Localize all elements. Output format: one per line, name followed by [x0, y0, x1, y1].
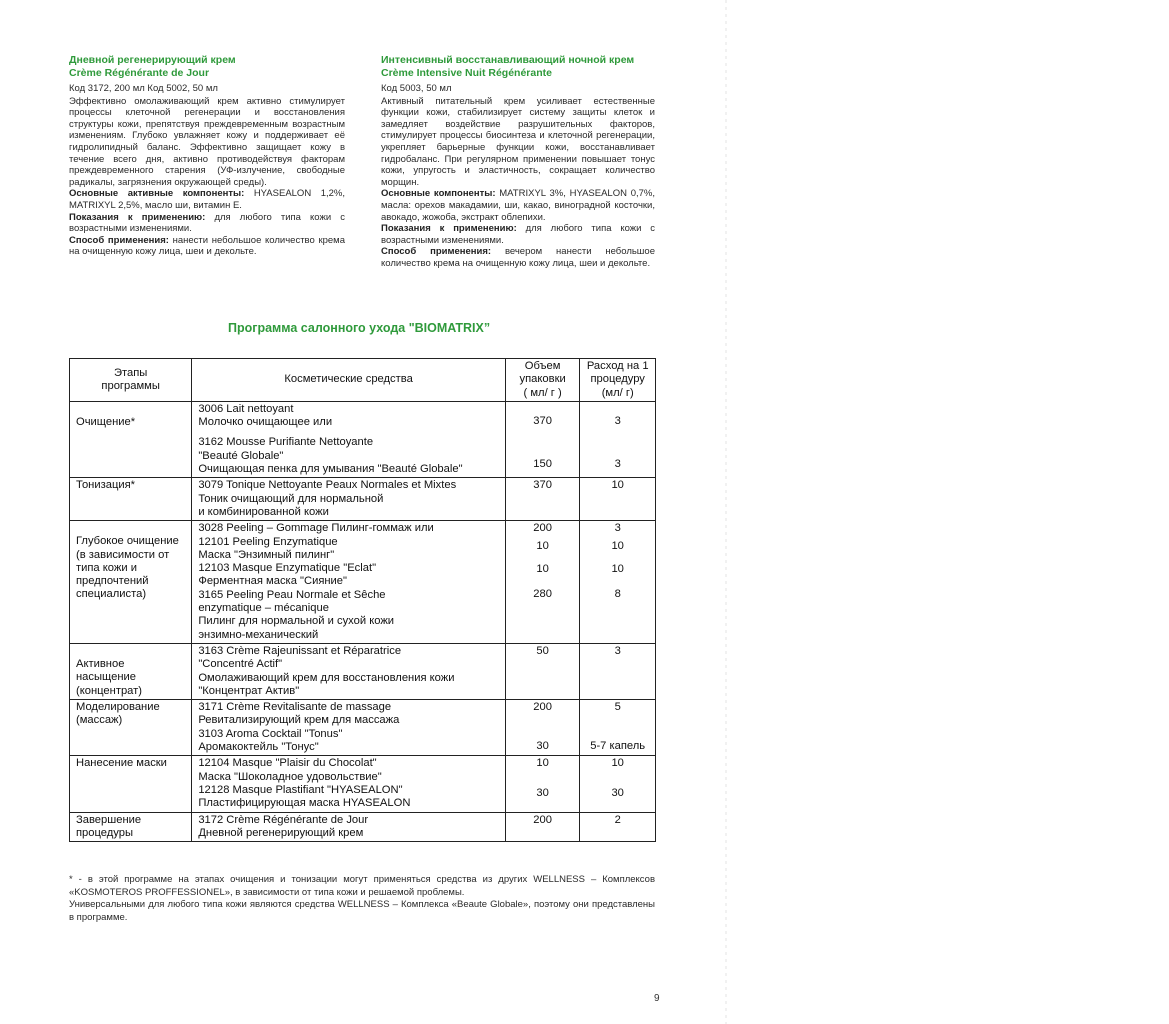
product-line: 12101 Peeling Enzymatique [198, 535, 338, 548]
stage-line: специалиста) [76, 588, 147, 601]
usage-value: 8 [614, 588, 621, 601]
usage-value: 3 [614, 414, 621, 427]
indications-label: Показания к применению: [381, 223, 517, 235]
stage-line: Глубокое очищение [76, 535, 179, 548]
stage-cell [70, 700, 192, 756]
header-stage-line: Этапы [113, 366, 148, 379]
usage-cell [580, 401, 656, 477]
header-stage [70, 359, 192, 402]
volume-value: 30 [536, 740, 549, 753]
usage-label: Способ применения: [381, 246, 492, 258]
usage-cell [580, 521, 656, 644]
volume-cell: 370 [505, 478, 580, 521]
volume-cell: 200 [505, 812, 580, 842]
usage-value: 10 [611, 757, 624, 770]
usage-value: 5-7 капель [590, 740, 646, 753]
volume-value: 200 [533, 701, 552, 714]
footnote-line: Универсальными для любого типа кожи являются средства WELLNESS – Комплекса «Beaute Globale», поэтому они представлены в программе. [69, 899, 655, 923]
table-row [70, 812, 656, 842]
product-line: 12104 Masque "Plaisir du Chocolat" [198, 757, 377, 770]
usage-label: Способ применения: [69, 234, 169, 246]
product-line: 3079 Tonique Nettoyante Peaux Normales et Mixtes [198, 479, 457, 492]
products-cell [192, 521, 506, 644]
product-description: Эффективно омолаживающий крем активно стимулирует процессы клеточной регенерации и восстановления структуры кожи, препятствуя преждевременным возрастным изменениям. Глубоко увлажняет кожу и поддерживает её гидролипидный баланс. Эффективно защищает кожу в течение всего дня, активно противодействуя факторам преждевременного старения (УФ-излучение, свободные радикалы, загрязнения окружающей среды). [69, 95, 345, 188]
product-line: энзимно-механический [198, 628, 319, 641]
stage-cell [70, 643, 192, 699]
product-line: Маска "Шоколадное удовольствие" [198, 770, 382, 783]
decorative-dotted-line [725, 0, 727, 1024]
products-cell [192, 812, 506, 842]
product-line: Очищающая пенка для умывания "Beauté Globale" [198, 463, 463, 476]
stage-cell: Тонизация* [70, 478, 192, 521]
product-line: 3163 Crème Rajeunissant et Réparatrice [198, 644, 402, 657]
products-cell [192, 401, 506, 477]
product-ingredients [381, 188, 655, 223]
footnote-line: * - в этой программе на этапах очищения и тонизации могут применяться средства из других WELLNESS – Комплексов «KOSMOTEROS PROFFESSIONEL», в зависимости от типа кожи и решаемой проблемы. [69, 874, 655, 898]
product-title-fr: Crème Régénérante de Jour [69, 67, 210, 79]
stage-line: насыщение [76, 671, 136, 684]
product-line: Пластифицирующая маска HYASEALON [198, 797, 411, 810]
header-usage-line: (мл/ г) [601, 386, 634, 399]
usage-text: вечером нанести небольшое количество крема на очищенную кожу лица, шеи и декольте. [381, 246, 655, 269]
stage-cell [70, 812, 192, 842]
program-title: Программа салонного ухода "BIOMATRIX” [228, 321, 491, 335]
indications-text: для любого типа кожи с возрастными изменениями. [69, 211, 346, 235]
usage-cell [580, 700, 656, 756]
volume-cell [505, 700, 580, 756]
product-line: "Concentré Actif" [198, 658, 283, 671]
table-row [70, 756, 656, 812]
product-description: Активный питательный крем усиливает естественные функции кожи, стабилизирует систему защиты клеток и замедляет воздействие разрушительных факторов, стимулирует процессы биосинтеза и клеточной регенерации, укрепляет барьерные функции кожи, восстанавливает гидробаланс. При регулярном применении повышает тонус кожи, упругость и эластичность, сокращает количество морщин. [381, 95, 655, 188]
header-volume-line: Объем [524, 360, 561, 372]
spacer [198, 429, 499, 436]
header-stage-line: программы [101, 379, 160, 392]
stage-line: типа кожи и [76, 561, 137, 574]
product-line: "Концентрат Актив" [198, 684, 300, 697]
usage-cell: 3 [580, 643, 656, 699]
product-title-ru: Дневной регенерирующий крем [69, 54, 236, 66]
product-line: 3006 Lait nettoyant [198, 402, 294, 415]
ingredients-label: Основные активные компоненты: [69, 188, 245, 200]
usage-value: 5 [614, 701, 621, 714]
product-ingredients [69, 188, 345, 211]
volume-value: 10 [536, 539, 549, 552]
stage-line: Моделирование [76, 701, 160, 714]
usage-cell [580, 756, 656, 812]
product-line: 3103 Aroma Cocktail "Tonus" [198, 727, 343, 740]
table-row [70, 478, 656, 521]
stage-line: (массаж) [76, 714, 123, 727]
header-volume [505, 359, 580, 402]
product-line: Аромакоктейль "Тонус" [198, 741, 319, 754]
volume-cell [505, 521, 580, 644]
product-line: 12103 Masque Enzymatique "Eclat" [198, 562, 377, 575]
stage-cell: Очищение* [70, 401, 192, 477]
stage-line: процедуры [76, 826, 134, 839]
header-usage [580, 359, 656, 402]
ingredients-text: MATRIXYL 3%, HYASEALON 0,7%, масла: орехов макадамии, ши, какао, виноградной косточки, авокадо, жожоба, экстракт облепихи. [381, 188, 655, 223]
usage-value: 30 [611, 786, 624, 799]
footnote [69, 874, 655, 924]
product-line: "Beauté Globale" [198, 449, 284, 462]
usage-value: 10 [611, 562, 624, 575]
product-indications [381, 223, 655, 246]
product-line: 3172 Crème Régénérante de Jour [198, 813, 369, 826]
product-line: Маска "Энзимный пилинг" [198, 548, 335, 561]
products-cell [192, 643, 506, 699]
product-code: Код 5003, 50 мл [381, 83, 452, 94]
product-line: Молочко очищающее или [198, 416, 333, 429]
product-line: 12128 Masque Plastifiant "HYASEALON" [198, 783, 403, 796]
table-row [70, 401, 656, 477]
volume-cell [505, 401, 580, 477]
volume-value: 10 [536, 757, 549, 770]
product-usage [381, 246, 655, 269]
stage-line: Завершение [76, 813, 142, 826]
products-cell [192, 756, 506, 812]
volume-value: 200 [533, 522, 552, 535]
product-line: enzymatique – mécanique [198, 602, 329, 615]
usage-cell: 2 [580, 812, 656, 842]
header-volume-line: ( мл/ г ) [523, 386, 562, 399]
stage-line: (в зависимости от [76, 548, 170, 561]
usage-value: 10 [611, 539, 624, 552]
table-row [70, 521, 656, 644]
ingredients-text: HYASEALON 1,2%, MATRIXYL 2,5%, масло ши, витамин Е. [69, 188, 345, 211]
stage-cell: Нанесение маски [70, 756, 192, 812]
volume-cell [505, 756, 580, 812]
product-line: и комбинированной кожи [198, 505, 329, 518]
product-title-fr: Crème Intensive Nuit Régénérante [381, 67, 552, 79]
page-number: 9 [654, 993, 660, 1004]
product-usage [69, 235, 345, 258]
products-cell [192, 700, 506, 756]
volume-value: 10 [536, 562, 549, 575]
usage-text: нанести небольшое количество крема на очищенную кожу лица, шеи и декольте. [69, 234, 345, 258]
volume-value: 150 [533, 458, 552, 471]
volume-value: 30 [536, 786, 549, 799]
volume-value: 280 [533, 588, 552, 601]
volume-cell: 50 [505, 643, 580, 699]
ingredients-label: Основные компоненты: [381, 188, 496, 200]
usage-value: 3 [614, 522, 621, 535]
volume-value: 370 [533, 414, 552, 427]
product-line: 3162 Mousse Purifiante Nettoyante [198, 436, 374, 449]
product-line: Тоник очищающий для нормальной [198, 492, 384, 505]
product-day-cream [69, 54, 345, 258]
table-row [70, 700, 656, 756]
product-line: Ревитализирующий крем для массажа [198, 714, 400, 727]
header-products: Косметические средства [192, 359, 506, 402]
table-row [70, 643, 656, 699]
product-line: 3171 Crème Revitalisante de massage [198, 701, 392, 714]
program-table [69, 358, 656, 842]
stage-line: Активное [76, 657, 125, 670]
table-header-row [70, 359, 656, 402]
product-night-cream [381, 54, 655, 270]
indications-text: для любого типа кожи с возрастными изменениями. [381, 223, 655, 246]
stage-cell [70, 521, 192, 644]
header-usage-line: процедуру [590, 373, 645, 386]
product-line: Пилинг для нормальной и сухой кожи [198, 615, 395, 628]
products-cell [192, 478, 506, 521]
product-line: Дневной регенерирующий крем [198, 826, 364, 839]
header-usage-line: Расход на 1 [586, 360, 649, 372]
indications-label: Показания к применению: [69, 211, 206, 223]
product-title-ru: Интенсивный восстанавливающий ночной крем [381, 54, 635, 66]
product-line: Ферментная маска "Сияние" [198, 575, 348, 588]
stage-line: предпочтений [76, 575, 149, 588]
header-volume-line: упаковки [519, 373, 566, 386]
product-line: 3028 Peeling – Gommage Пилинг-гоммаж или [198, 522, 434, 535]
product-line: Омолаживающий крем для восстановления кожи [198, 671, 455, 684]
usage-value: 3 [614, 458, 621, 471]
usage-cell: 10 [580, 478, 656, 521]
product-line: 3165 Peeling Peau Normale et Sêche [198, 588, 386, 601]
stage-line: (концентрат) [76, 684, 142, 697]
product-code: Код 3172, 200 мл Код 5002, 50 мл [69, 83, 218, 94]
product-indications [69, 212, 345, 235]
